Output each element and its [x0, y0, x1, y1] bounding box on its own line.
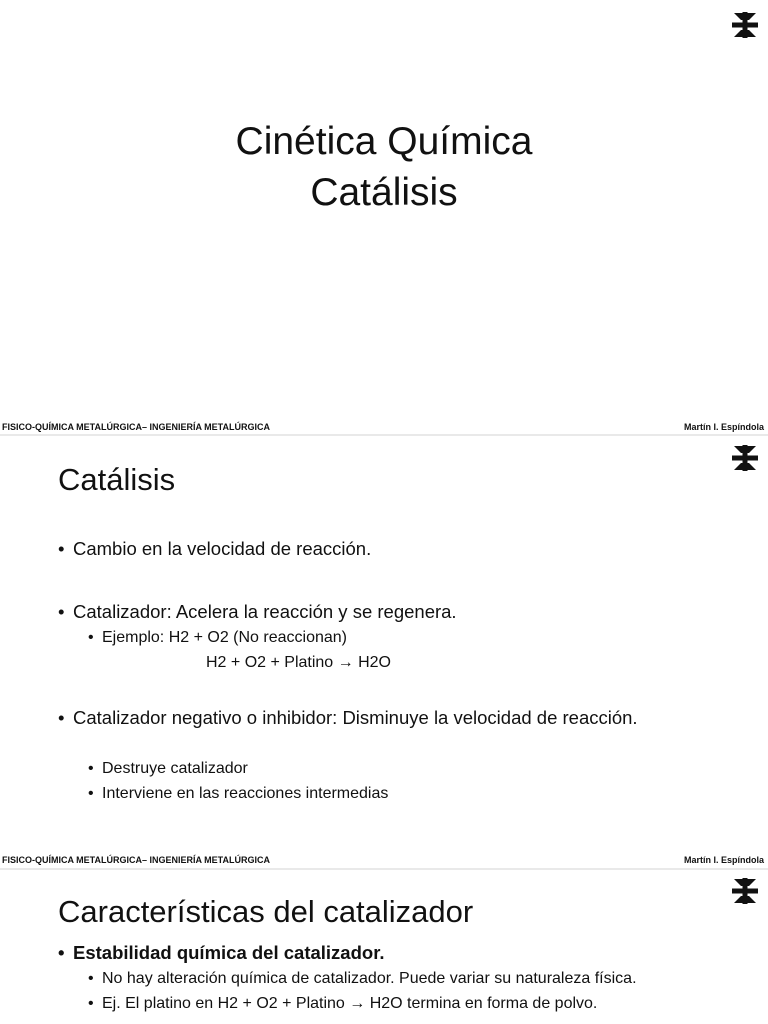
bullet-icon: •	[58, 538, 65, 559]
slide-heading: Características del catalizador	[58, 894, 474, 929]
utn-logo-icon	[732, 445, 758, 471]
sub-list-item: • Ej. El platino en H2 + O2 + Platino → H2O termina en forma de polvo.	[88, 993, 597, 1015]
bullet-icon: •	[58, 601, 65, 622]
footer-course: FISICO-QUÍMICA METALÚRGICA– INGENIERÍA METALÚRGICA	[2, 855, 270, 865]
footer-author: Martín I. Espíndola	[683, 422, 764, 432]
reaction-equation: H2 + O2 + Platino → H2O	[206, 654, 391, 671]
utn-logo-icon	[732, 878, 758, 904]
bullet-icon: •	[58, 942, 65, 963]
presentation-title: Cinética Química	[235, 120, 533, 163]
footer-author: Martín I. Espíndola	[683, 855, 764, 865]
slide-catalisis	[0, 436, 768, 868]
slide-caracteristicas	[0, 870, 768, 1024]
utn-logo-icon	[732, 12, 758, 38]
list-item: • Catalizador: Acelera la reacción y se regenera.	[58, 601, 457, 622]
sub-list-item: • Ejemplo: H2 + O2 (No reaccionan)	[88, 627, 347, 649]
sub-list-item: • No hay alteración química de catalizador. Puede variar su naturaleza física.	[88, 968, 637, 990]
sub-list-item: • Interviene en las reacciones intermedias	[88, 783, 388, 805]
bullet-icon: •	[88, 785, 94, 802]
slide-heading: Catálisis	[58, 462, 176, 497]
sub-list-item: • Destruye catalizador	[88, 758, 248, 780]
presentation-subtitle: Catálisis	[310, 171, 458, 214]
list-item: • Estabilidad química del catalizador.	[58, 942, 385, 963]
list-item: • Cambio en la velocidad de reacción.	[58, 538, 372, 559]
bullet-icon: •	[88, 629, 94, 646]
slide-title-page	[0, 0, 768, 434]
list-item: • Catalizador negativo o inhibidor: Disminuye la velocidad de reacción.	[58, 707, 638, 728]
bullet-icon: •	[88, 760, 94, 777]
bullet-icon: •	[88, 970, 94, 987]
bullet-icon: •	[58, 707, 65, 728]
bullet-icon: •	[88, 995, 94, 1012]
footer-course: FISICO-QUÍMICA METALÚRGICA– INGENIERÍA METALÚRGICA	[2, 422, 270, 432]
